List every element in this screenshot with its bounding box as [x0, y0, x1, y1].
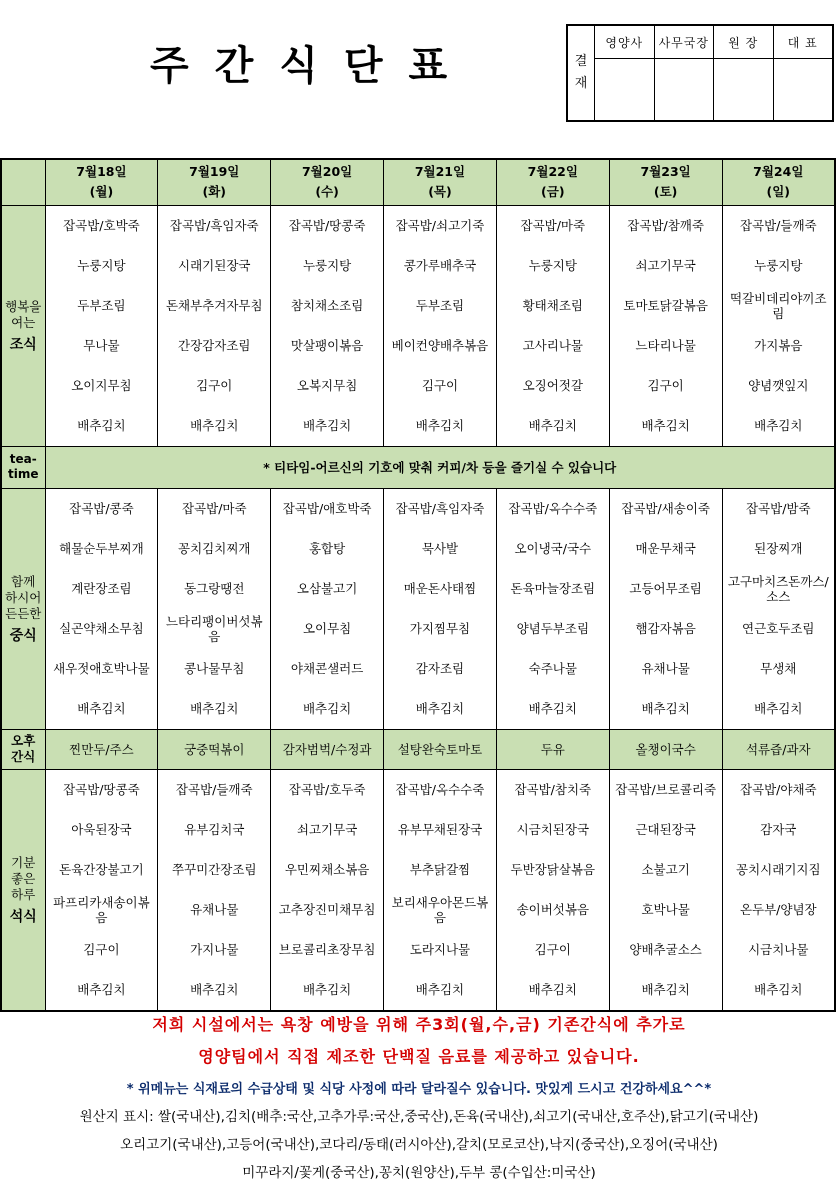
approval-role: 원 장 — [714, 26, 773, 59]
menu-item: 고추장진미채무침 — [278, 902, 376, 917]
menu-item: 베이컨양배추볶음 — [391, 338, 489, 353]
menu-item: 해물순두부찌개 — [59, 541, 144, 556]
date-text: 7월20일 — [301, 164, 353, 180]
menu-item: 파프리카새송이볶음 — [53, 894, 150, 925]
menu-item: 잡곡밥/들깨죽 — [739, 218, 817, 233]
menu-item: 배추김치 — [302, 982, 352, 997]
date-text: 7월21일 — [414, 164, 466, 180]
dinner-row — [1, 769, 835, 1011]
date-cell — [45, 159, 158, 205]
menu-item: 느타리나물 — [635, 338, 696, 353]
day-items — [271, 769, 384, 1011]
day-items — [45, 488, 158, 729]
menu-item: 배추김치 — [190, 418, 239, 433]
day-items — [609, 488, 722, 729]
menu-item: 유채나물 — [190, 902, 239, 917]
date-text: 7월19일 — [189, 164, 240, 180]
menu-item: 온두부/양념장 — [739, 902, 817, 917]
menu-item: 잡곡밥/마죽 — [181, 501, 247, 516]
tea-row — [1, 446, 835, 488]
menu-item: 된장찌개 — [754, 541, 803, 556]
label-top: 오후 — [11, 733, 36, 748]
menu-item: 두부조림 — [77, 298, 126, 313]
day-items — [384, 488, 497, 729]
menu-item: 배추김치 — [415, 418, 465, 433]
date-cell — [609, 159, 722, 205]
day-items — [271, 205, 384, 446]
notice-line-2: 영양팀에서 직접 제조한 단백질 음료를 제공하고 있습니다. — [198, 1047, 640, 1066]
menu-item: 시금치된장국 — [516, 822, 590, 837]
label-top: 하시어 — [5, 589, 42, 605]
menu-item: 시래기된장국 — [178, 258, 251, 273]
signature-box — [595, 59, 654, 120]
meal-name: 석식 — [9, 908, 37, 925]
day-items — [271, 488, 384, 729]
menu-item: 잡곡밥/새송이죽 — [621, 501, 711, 516]
dinner-label — [1, 769, 45, 1011]
label-top: 하루 — [11, 886, 36, 902]
notice-line-1: 저희 시설에서는 욕창 예방을 위해 주3회(월,수,금) 기존간식에 추가로 — [152, 1015, 686, 1034]
day-items — [496, 488, 609, 729]
menu-item: 무나물 — [83, 338, 120, 353]
page-title: 주간식단표 — [150, 43, 474, 89]
menu-item: 누룽지탕 — [754, 258, 803, 273]
menu-item: 꽁치김치찌개 — [178, 541, 251, 556]
menu-item: 배추김치 — [641, 982, 690, 997]
breakfast-row — [1, 205, 835, 446]
day-items — [384, 205, 497, 446]
menu-item: 잡곡밥/흑임자죽 — [395, 501, 485, 516]
menu-item: 콩가루배추국 — [403, 258, 477, 273]
day-items — [496, 769, 609, 1011]
menu-item: 배추김치 — [528, 701, 577, 716]
menu-item: 잡곡밥/쇠고기죽 — [395, 218, 485, 233]
menu-item: 배추김치 — [754, 701, 803, 716]
approval-side-label — [568, 26, 595, 120]
label-top: 든든한 — [5, 605, 42, 621]
menu-item: 배추김치 — [641, 701, 690, 716]
day-text: (일) — [766, 184, 791, 200]
day-text: (월) — [89, 184, 114, 200]
day-items — [158, 205, 271, 446]
menu-item: 맛살팽이볶음 — [290, 338, 364, 353]
menu-item: 누룽지탕 — [77, 258, 126, 273]
menu-item: 홍합탕 — [308, 541, 346, 556]
date-cell — [158, 159, 271, 205]
label-top: 간식 — [11, 749, 36, 764]
menu-item: 배추김치 — [415, 982, 465, 997]
day-items — [609, 769, 722, 1011]
menu-item: 고구마치즈돈까스/소스 — [727, 573, 829, 604]
snack-item: 두유 — [496, 729, 609, 769]
menu-item: 배추김치 — [528, 418, 577, 433]
day-items — [158, 488, 271, 729]
menu-item: 잡곡밥/옥수수죽 — [508, 501, 598, 516]
menu-item: 쇠고기무국 — [635, 258, 696, 273]
menu-item: 두반장닭살볶음 — [510, 862, 596, 877]
menu-item: 새우젓애호박나물 — [53, 661, 150, 676]
menu-item: 가지나물 — [190, 942, 239, 957]
menu-item: 묵사발 — [421, 541, 459, 556]
snack-item: 설탕완숙토마토 — [384, 729, 497, 769]
day-items — [496, 205, 609, 446]
weekly-menu-table — [0, 158, 836, 1012]
menu-item: 김구이 — [421, 378, 459, 393]
menu-item: 배추김치 — [754, 418, 803, 433]
menu-item: 잡곡밥/땅콩죽 — [63, 782, 140, 797]
date-text: 7월18일 — [76, 164, 127, 180]
menu-item: 계란장조림 — [71, 581, 132, 596]
day-items — [384, 769, 497, 1011]
day-items — [722, 205, 835, 446]
menu-item: 오복지무침 — [296, 378, 358, 393]
menu-item: 배추김치 — [77, 982, 126, 997]
menu-item: 잡곡밥/브로콜리죽 — [615, 782, 717, 797]
menu-item: 고사리나물 — [522, 338, 583, 353]
snack-row — [1, 729, 835, 769]
menu-item: 누룽지탕 — [302, 258, 352, 273]
menu-item: 송이버섯볶음 — [516, 902, 590, 917]
menu-item: 잡곡밥/참깨죽 — [627, 218, 704, 233]
label-top: 좋은 — [11, 870, 36, 886]
menu-item: 콩나물무침 — [184, 661, 245, 676]
day-items — [45, 205, 158, 446]
menu-item: 누룽지탕 — [528, 258, 577, 273]
breakfast-label — [1, 205, 45, 446]
menu-item: 김구이 — [83, 942, 120, 957]
menu-item: 김구이 — [196, 378, 233, 393]
menu-item: 잡곡밥/들깨죽 — [175, 782, 253, 797]
day-items — [722, 769, 835, 1011]
menu-item: 배추김치 — [528, 982, 577, 997]
snack-item: 감자범벅/수정과 — [271, 729, 384, 769]
label-top: 행복을 — [5, 298, 42, 314]
day-text: (목) — [428, 184, 452, 200]
menu-item: 양념깻잎지 — [748, 378, 809, 393]
menu-item: 배추김치 — [190, 982, 239, 997]
menu-item: 참치채소조림 — [290, 298, 364, 313]
menu-item: 배추김치 — [641, 418, 690, 433]
menu-item: 실곤약채소무침 — [59, 621, 144, 636]
day-text: (토) — [653, 184, 678, 200]
menu-item: 유부김치국 — [184, 822, 245, 837]
menu-item: 무생채 — [760, 661, 797, 676]
menu-item: 양념두부조림 — [516, 621, 590, 636]
approval-side-2: 재 — [574, 76, 588, 91]
menu-item: 부추닭갈찜 — [409, 862, 471, 877]
menu-item: 호박나물 — [641, 902, 690, 917]
menu-item: 고등어무조림 — [629, 581, 702, 596]
approval-role: 사무국장 — [655, 26, 714, 59]
corner-cell — [1, 159, 45, 205]
menu-item: 오이무침 — [302, 621, 352, 636]
menu-item: 감자조림 — [415, 661, 465, 676]
menu-item: 배추김치 — [77, 418, 126, 433]
date-cell — [722, 159, 835, 205]
menu-item: 햄감자볶음 — [635, 621, 696, 636]
menu-item: 매운돈사태찜 — [403, 581, 477, 596]
menu-item: 야채콘샐러드 — [290, 661, 364, 676]
menu-item: 떡갈비데리야끼조림 — [729, 290, 827, 321]
menu-item: 감자국 — [760, 822, 797, 837]
menu-item: 잡곡밥/콩죽 — [69, 501, 134, 516]
menu-item: 두부조림 — [415, 298, 465, 313]
label-top: 여는 — [11, 314, 36, 330]
menu-item: 돈육마늘장조림 — [510, 581, 596, 596]
menu-item: 잡곡밥/애호박죽 — [282, 501, 372, 516]
approval-side-1: 결 — [574, 54, 588, 69]
menu-item: 황태채조림 — [522, 298, 583, 313]
menu-item: 배추김치 — [754, 982, 803, 997]
menu-item: 오이지무침 — [71, 378, 132, 393]
snack-item: 올챙이국수 — [609, 729, 722, 769]
origin-line-2: 오리고기(국내산),고등어(국내산),코다리/동태(러시아산),갈치(모로코산),낙지(중국산),오징어(국내산) — [120, 1137, 718, 1153]
menu-item: 가지볶음 — [754, 338, 803, 353]
day-text: (수) — [315, 184, 339, 200]
day-items — [158, 769, 271, 1011]
approval-role: 대 표 — [774, 26, 833, 59]
menu-item: 토마토닭갈볶음 — [623, 298, 708, 313]
menu-item: 배추김치 — [302, 418, 352, 433]
date-cell — [271, 159, 384, 205]
menu-item: 도라지나물 — [409, 942, 471, 957]
menu-item: 소불고기 — [641, 862, 690, 877]
menu-item: 매운무채국 — [635, 541, 696, 556]
menu-item: 꽁치시래기지짐 — [736, 862, 821, 877]
signature-box — [774, 59, 833, 120]
origin-line-3: 미꾸라지/꽃게(중국산),꽁치(원양산),두부 콩(수입산:미국산) — [242, 1165, 596, 1181]
menu-change-note: * 위메뉴는 식재료의 수급상태 및 식당 사정에 따라 달라질수 있습니다. 맛있게 드시고 건강하세요^^* — [126, 1082, 712, 1097]
menu-item: 김구이 — [647, 378, 684, 393]
menu-item: 잡곡밥/밤죽 — [745, 501, 811, 516]
menu-item: 잡곡밥/땅콩죽 — [288, 218, 366, 233]
menu-item: 잡곡밥/마죽 — [520, 218, 586, 233]
date-text: 7월23일 — [640, 164, 691, 180]
approval-box — [566, 24, 834, 122]
menu-item: 돈육간장불고기 — [59, 862, 144, 877]
snack-item: 찐만두/주스 — [45, 729, 158, 769]
date-cell — [496, 159, 609, 205]
menu-item: 배추김치 — [302, 701, 352, 716]
date-text: 7월22일 — [527, 164, 578, 180]
menu-item: 잡곡밥/호박죽 — [63, 218, 140, 233]
menu-item: 느타리팽이버섯볶음 — [165, 613, 263, 644]
date-cell — [384, 159, 497, 205]
meal-name: 중식 — [9, 627, 37, 644]
menu-item: 오이냉국/국수 — [514, 541, 592, 556]
menu-item: 김구이 — [534, 942, 571, 957]
menu-item: 쭈꾸미간장조림 — [172, 862, 257, 877]
date-row — [1, 159, 835, 205]
menu-item: 보리새우아몬드볶음 — [391, 894, 489, 925]
label-top: 함께 — [11, 573, 36, 589]
day-text: (화) — [202, 184, 227, 200]
menu-item: 돈채부추겨자무침 — [165, 298, 263, 313]
label-top: 기분 — [11, 854, 36, 870]
day-items — [609, 205, 722, 446]
menu-item: 배추김치 — [415, 701, 465, 716]
menu-item: 오징어젓갈 — [522, 378, 583, 393]
menu-item: 근대된장국 — [635, 822, 696, 837]
origin-line-1: 원산지 표시: 쌀(국내산),김치(배추:국산,고추가루:국산,중국산),돈육(국내산),쇠고기(국내산,호주산),닭고기(국내산) — [79, 1109, 759, 1125]
menu-item: 시금치나물 — [748, 942, 809, 957]
menu-item: 배추김치 — [190, 701, 239, 716]
date-text: 7월24일 — [753, 164, 804, 180]
menu-item: 유채나물 — [641, 661, 690, 676]
lunch-row — [1, 488, 835, 729]
menu-item: 양배추굴소스 — [629, 942, 702, 957]
menu-item: 잡곡밥/흑임자죽 — [169, 218, 259, 233]
menu-item: 잡곡밥/옥수수죽 — [395, 782, 485, 797]
menu-item: 잡곡밥/야채죽 — [739, 782, 817, 797]
menu-item: 동그랑땡전 — [184, 581, 245, 596]
approval-role: 영양사 — [595, 26, 654, 59]
menu-item: 아욱된장국 — [71, 822, 132, 837]
signature-box — [655, 59, 714, 120]
menu-item: 잡곡밥/호두죽 — [288, 782, 366, 797]
lunch-label — [1, 488, 45, 729]
tea-text: * 티타임-어르신의 기호에 맞춰 커피/차 등을 즐기실 수 있습니다 — [45, 446, 835, 488]
tea-label: tea-time — [1, 446, 45, 488]
snack-label — [1, 729, 45, 769]
menu-item: 쇠고기무국 — [296, 822, 358, 837]
day-items — [722, 488, 835, 729]
menu-item: 브로콜리초장무침 — [278, 942, 376, 957]
menu-item: 잡곡밥/참치죽 — [514, 782, 592, 797]
menu-item: 간장감자조림 — [178, 338, 251, 353]
snack-item: 궁중떡볶이 — [158, 729, 271, 769]
menu-item: 가지찜무침 — [409, 621, 471, 636]
menu-item: 유부무채된장국 — [397, 822, 483, 837]
menu-item: 연근호두조림 — [742, 621, 815, 636]
menu-item: 오삼불고기 — [296, 581, 358, 596]
menu-item: 배추김치 — [77, 701, 126, 716]
meal-name: 조식 — [9, 336, 37, 353]
signature-box — [714, 59, 773, 120]
day-items — [45, 769, 158, 1011]
menu-item: 숙주나물 — [528, 661, 577, 676]
menu-item: 우민찌채소볶음 — [284, 862, 370, 877]
snack-item: 석류즙/과자 — [722, 729, 835, 769]
day-text: (금) — [541, 184, 565, 200]
